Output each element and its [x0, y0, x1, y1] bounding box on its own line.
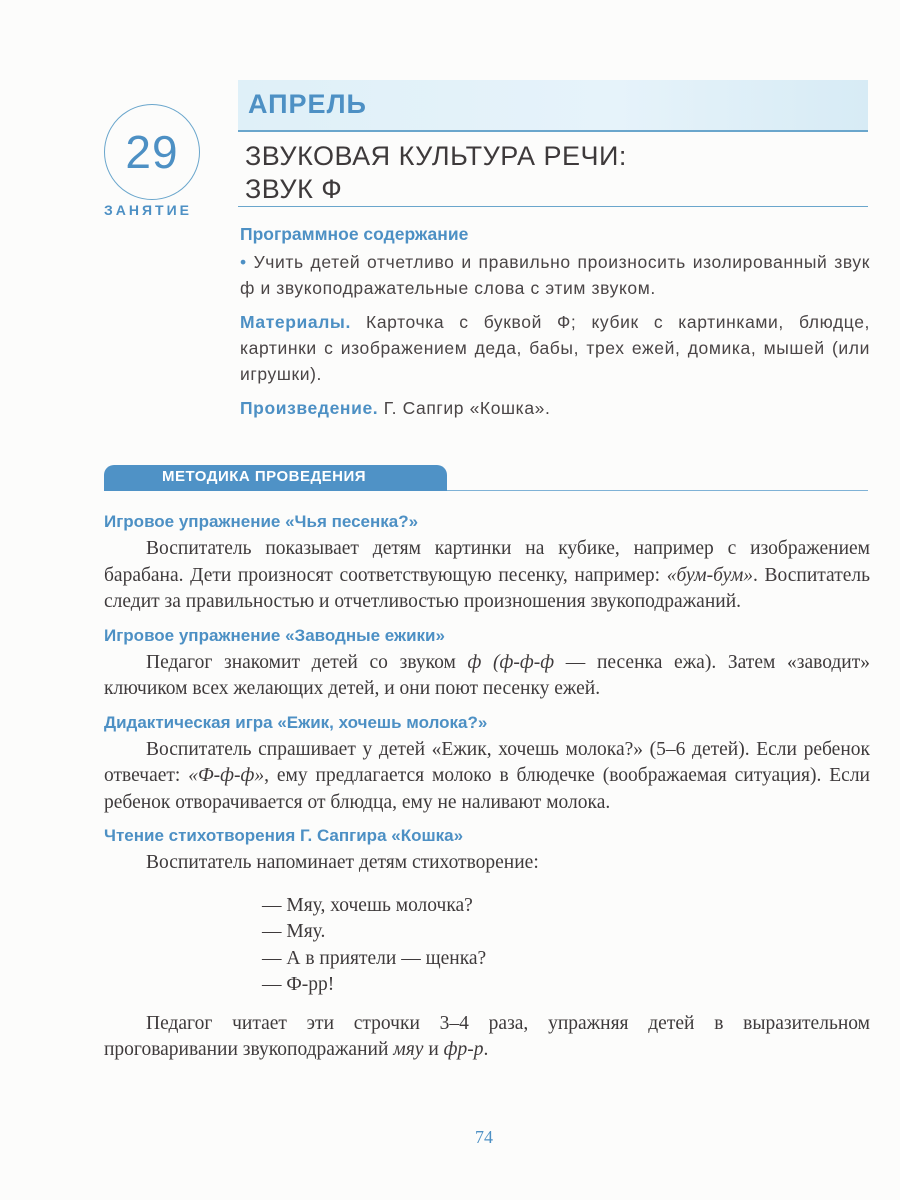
work-paragraph: [240, 395, 870, 421]
italic-segment: мяу: [393, 1039, 424, 1060]
bullet-icon: •: [240, 252, 247, 272]
text-segment: Воспитатель показывает детям картинки на кубике, например с изображением барабана. Дети произносят соответствующую песенку, например:: [104, 538, 870, 586]
poem-line: — Ф-рр!: [262, 974, 335, 995]
lesson-number-badge: [104, 104, 200, 200]
text-segment: , ему предлагается молоко в блюдечке (воображаемая ситуация). Если ребенок отворачивается от блюдца, ему не наливают молока.: [104, 765, 870, 813]
poem-line: — Мяу.: [262, 921, 326, 942]
lesson-title-line-2: ЗВУК Ф: [245, 174, 343, 204]
text-segment: и: [423, 1039, 444, 1060]
italic-segment: «Ф-ф-ф»: [188, 765, 265, 786]
section-heading-whose-song: Игровое упражнение «Чья песенка?»: [104, 512, 419, 531]
title-divider: [238, 206, 868, 207]
method-divider: [447, 490, 868, 491]
poem-line: — А в приятели — щенка?: [262, 947, 487, 969]
text-segment: — песенка ежа). Затем «заводит» ключиком всех желающих детей, и они поют песенку ежей.: [104, 651, 871, 699]
text-segment: .: [483, 1039, 489, 1060]
section-text-wind-up-hedgehogs: [104, 650, 870, 703]
month-title: АПРЕЛЬ: [248, 89, 367, 119]
poem-line: — Мяу, хочешь молочка?: [262, 894, 473, 916]
final-paragraph: [104, 1011, 870, 1064]
section-text-whose-song: [104, 536, 870, 616]
lesson-number: 29: [125, 126, 179, 178]
materials-label: Материалы.: [240, 312, 351, 332]
section-heading-hedgehog-milk: Дидактическая игра «Ежик, хочешь молока?»: [104, 712, 488, 732]
program-block: [240, 221, 870, 429]
lesson-title: [245, 140, 627, 206]
text-segment: . Воспитатель следит за правильностью и отчетливостью произношения звукоподражаний.: [104, 564, 870, 612]
work-text: Г. Сапгир «Кошка».: [383, 398, 551, 418]
program-bullet-text: Учить детей отчетливо и правильно произносить изолированный звук ф и звукоподражательные слова с этим звуком.: [240, 252, 870, 298]
section-text-poem-reading: Воспитатель напоминает детям стихотворение:: [146, 852, 539, 873]
method-tab-label: МЕТОДИКА ПРОВЕДЕНИЯ: [162, 468, 367, 485]
materials-text: Карточка с буквой Ф; кубик с картинками, блюдце, картинки с изображением деда, бабы, трех ежей, домика, мышей (или игрушки).: [240, 312, 870, 384]
text-segment: Воспитатель спрашивает у детей «Ежик, хочешь молока?» (5–6 детей). Если ребенок отвечает:: [104, 738, 870, 786]
italic-segment: ф (ф-ф-ф: [467, 651, 555, 673]
month-band: [238, 80, 868, 132]
lesson-label: ЗАНЯТИЕ: [104, 202, 193, 218]
italic-segment: «бум-бум»: [666, 564, 754, 586]
section-text-hedgehog-milk: [104, 737, 870, 817]
text-segment: Педагог читает эти строчки 3–4 раза, упражняя детей в выразительном проговаривании звукоподражаний: [104, 1012, 870, 1060]
lesson-title-line-1: ЗВУКОВАЯ КУЛЬТУРА РЕЧИ:: [245, 141, 627, 171]
page-number: 74: [475, 1127, 493, 1147]
text-segment: Педагог знакомит детей со звуком: [146, 651, 468, 673]
section-heading-poem-reading: Чтение стихотворения Г. Сапгира «Кошка»: [104, 826, 464, 845]
poem: [262, 893, 870, 999]
italic-segment: фр-р: [443, 1039, 484, 1060]
program-bullet-item: [240, 249, 870, 301]
materials-paragraph: [240, 309, 870, 387]
section-heading-wind-up-hedgehogs: Игровое упражнение «Заводные ежики»: [104, 625, 445, 645]
program-heading: Программное содержание: [240, 224, 469, 244]
method-body: [104, 510, 870, 1064]
work-label: Произведение.: [240, 398, 379, 418]
method-tab: [104, 465, 447, 491]
